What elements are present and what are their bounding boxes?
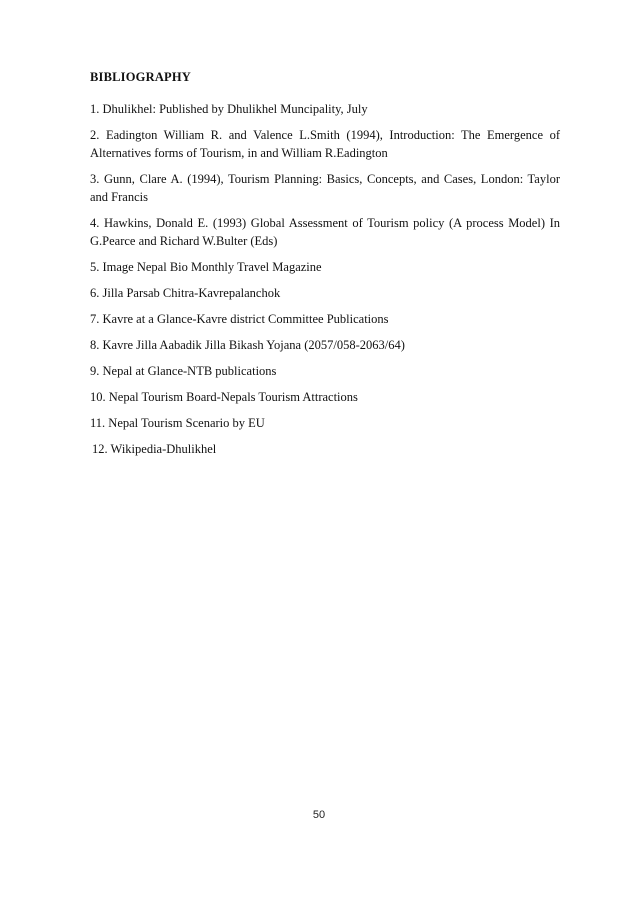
bibliography-entry-7: 7. Kavre at a Glance-Kavre district Committee Publications [90, 312, 389, 326]
bibliography-list [90, 100, 560, 466]
bibliography-entry-6: 6. Jilla Parsab Chitra-Kavrepalanchok [90, 286, 281, 300]
page-number: 50 [312, 809, 326, 821]
bibliography-entry-9: 9. Nepal at Glance-NTB publications [90, 364, 277, 378]
bibliography-entry-4: 4. Hawkins, Donald E. (1993) Global Assessment of Tourism policy (A process Model) In G.Pearce and Richard W.Bulter (Eds) [90, 216, 560, 248]
bibliography-entry-3: 3. Gunn, Clare A. (1994), Tourism Planning: Basics, Concepts, and Cases, London: Taylor and Francis [90, 172, 560, 204]
bibliography-entry-11: 11. Nepal Tourism Scenario by EU [90, 416, 265, 430]
bibliography-entry-10: 10. Nepal Tourism Board-Nepals Tourism Attractions [90, 390, 358, 404]
bibliography-entry-1: 1. Dhulikhel: Published by Dhulikhel Muncipality, July [90, 102, 368, 116]
bibliography-entry-2: 2. Eadington William R. and Valence L.Smith (1994), Introduction: The Emergence of Alternatives forms of Tourism, in and William R.Eadington [90, 128, 560, 160]
bibliography-entry-8: 8. Kavre Jilla Aabadik Jilla Bikash Yojana (2057/058-2063/64) [90, 338, 405, 352]
bibliography-entry-12: 12. Wikipedia-Dhulikhel [92, 442, 217, 456]
bibliography-heading: BIBLIOGRAPHY [90, 70, 192, 84]
bibliography-entry-5: 5. Image Nepal Bio Monthly Travel Magazine [90, 260, 322, 274]
